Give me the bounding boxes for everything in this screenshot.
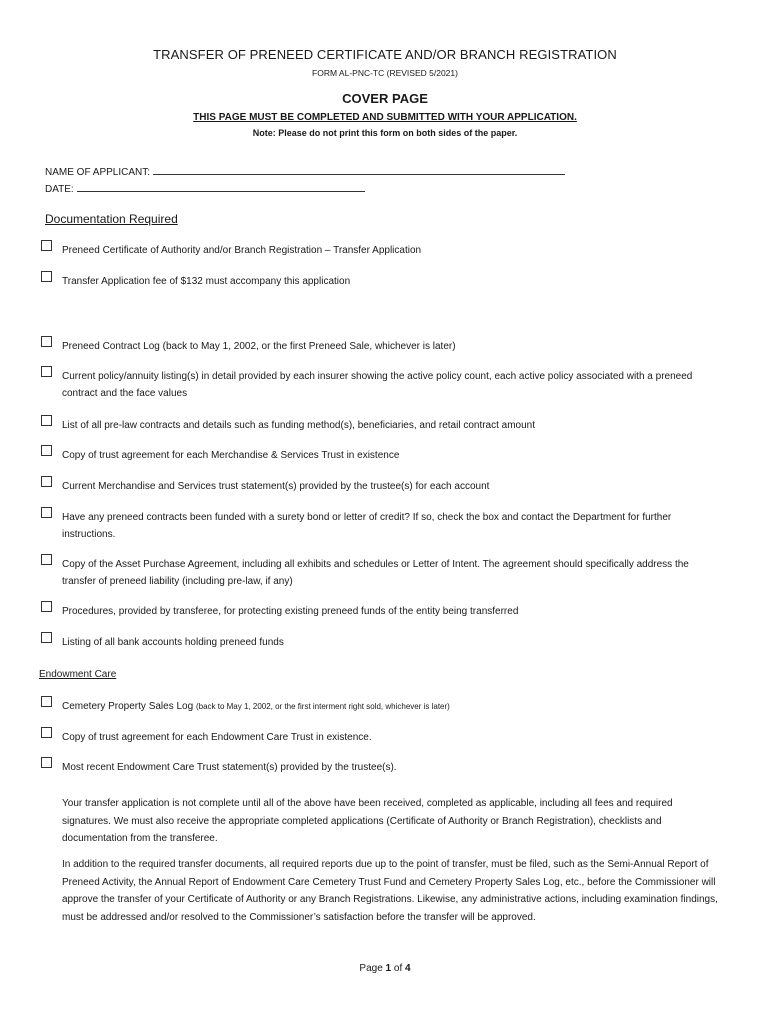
checkbox-endowment-trust-agreement[interactable] (41, 727, 52, 738)
checkbox-pre-law-contracts[interactable] (41, 415, 52, 426)
item-trust-statement: Current Merchandise and Services trust statement(s) provided by the trustee(s) for each account (62, 481, 490, 492)
applicant-name-field[interactable] (153, 164, 565, 175)
page-label: Page (359, 963, 383, 974)
form-title: TRANSFER OF PRENEED CERTIFICATE AND/OR BRANCH REGISTRATION (153, 47, 617, 62)
item-asset-purchase: Copy of the Asset Purchase Agreement, including all exhibits and schedules or Letter of Intent. The agreement should specifically address the transfer of preneed liability (including pre-law, if any) (62, 559, 689, 587)
checkbox-contract-log[interactable] (41, 336, 52, 347)
checkbox-trust-agreement[interactable] (41, 445, 52, 456)
print-note: Note: Please do not print this form on both sides of the paper. (252, 128, 518, 138)
item-endowment-trust-agreement: Copy of trust agreement for each Endowment Care Trust in existence. (62, 732, 372, 743)
date-field[interactable] (77, 181, 365, 192)
date-row (45, 181, 365, 195)
item-contract-log: Preneed Contract Log (back to May 1, 2002, or the first Preneed Sale, whichever is later) (62, 341, 456, 352)
of-label: of (393, 963, 403, 974)
page-current: 1 (385, 963, 392, 974)
checkbox-endowment-trust-statement[interactable] (41, 757, 52, 768)
item-policy-listing: Current policy/annuity listing(s) in detail provided by each insurer showing the active policy count, each active policy associated with a preneed contract and the face values (62, 371, 693, 399)
checkbox-transfer-application[interactable] (41, 240, 52, 251)
checkbox-policy-listing[interactable] (41, 366, 52, 377)
page-footer (0, 963, 770, 974)
applicant-name-label: NAME OF APPLICANT: (45, 167, 151, 178)
item-transfer-fee: Transfer Application fee of $132 must accompany this application (62, 276, 351, 287)
date-label: DATE: (45, 184, 74, 195)
item-pre-law-contracts: List of all pre-law contracts and details such as funding method(s), beneficiaries, and retail contract amount (62, 420, 536, 431)
checkbox-cemetery-sales-log[interactable] (41, 696, 52, 707)
page-total: 4 (405, 963, 411, 974)
cemetery-sales-log-note: (back to May 1, 2002, or the first interment right sold, whichever is later) (195, 702, 450, 711)
checkbox-surety-bond[interactable] (41, 507, 52, 518)
reports-paragraph: In addition to the required transfer documents, all required reports due up to the point of transfer, must be filed, such as the Semi-Annual Report of Preneed Activity, the Annual Report of Endowment Care Cemetery Trust Fund and Cemetery Property Sales Log, etc., before the Commissioner will approve the transfer of your Certificate of Authority or any Branch Registrations. Likewise, any administrative actions, including examination findings, must be addressed and/or resolved to the Commissioner’s satisfaction before the transfer will be approved. (62, 859, 718, 923)
item-transfer-application: Preneed Certificate of Authority and/or Branch Registration – Transfer Application (62, 245, 422, 256)
checkbox-trust-statement[interactable] (41, 476, 52, 487)
checkbox-asset-purchase[interactable] (41, 554, 52, 565)
checkbox-procedures[interactable] (41, 601, 52, 612)
item-procedures: Procedures, provided by transferee, for protecting existing preneed funds of the entity being transferred (62, 606, 519, 617)
item-surety-bond: Have any preneed contracts been funded with a surety bond or letter of credit? If so, check the box and contact the Department for further instructions. (62, 512, 672, 540)
item-bank-accounts: Listing of all bank accounts holding preneed funds (62, 637, 284, 648)
completion-paragraph: Your transfer application is not complete until all of the above have been received, completed as applicable, including all fees and required signatures. We must also receive the appropriate completed applications (Certificate of Authority or Branch Registration), checklists and documentation from the transferee. (62, 798, 673, 844)
item-trust-agreement: Copy of trust agreement for each Merchandise & Services Trust in existence (62, 450, 400, 461)
applicant-name-row (45, 164, 565, 178)
checkbox-transfer-fee[interactable] (41, 271, 52, 282)
must-complete-notice: THIS PAGE MUST BE COMPLETED AND SUBMITTED WITH YOUR APPLICATION. (193, 112, 577, 123)
documentation-heading: Documentation Required (45, 212, 178, 226)
endowment-heading: Endowment Care (39, 669, 117, 680)
item-cemetery-sales-log (62, 698, 722, 715)
checkbox-bank-accounts[interactable] (41, 632, 52, 643)
item-endowment-trust-statement: Most recent Endowment Care Trust statement(s) provided by the trustee(s). (62, 762, 397, 773)
cemetery-sales-log-label: Cemetery Property Sales Log (62, 701, 194, 712)
form-id: FORM AL-PNC-TC (REVISED 5/2021) (312, 68, 458, 78)
cover-page-heading: COVER PAGE (342, 91, 428, 106)
